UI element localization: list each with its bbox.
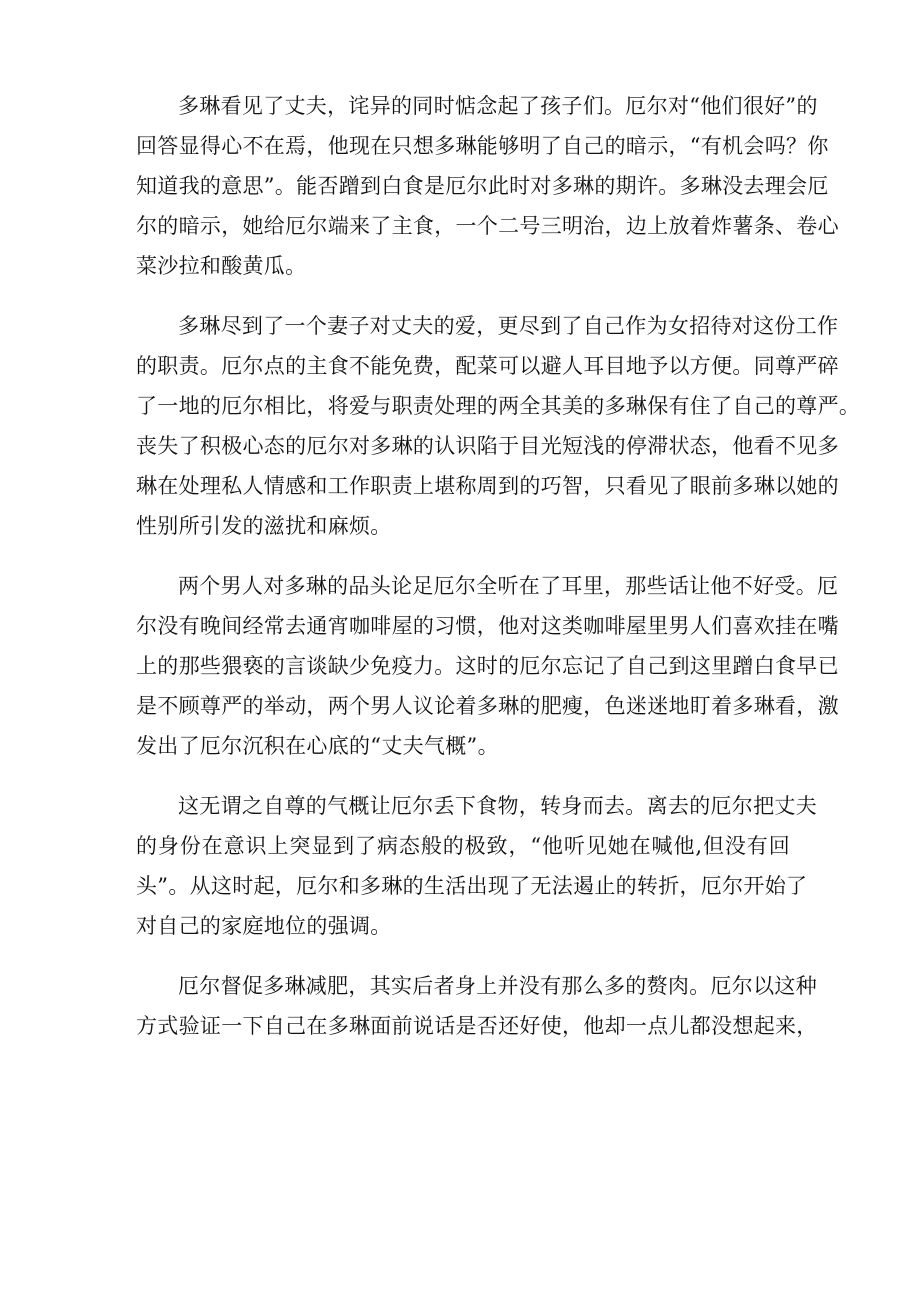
- paragraph-line: 厄尔督促多琳减肥，其实后者身上并没有那么多的赘肉。厄尔以这种: [178, 974, 817, 998]
- paragraph-1: [136, 86, 839, 286]
- paragraph-line: 两个男人对多琳的品头论足厄尔全听在了耳里，那些话让他不好受。厄: [178, 574, 839, 598]
- paragraph-line: 尔的暗示，她给厄尔端来了主食，一个二号三明治，边上放着炸薯条、卷心: [136, 214, 839, 238]
- paragraph-line: 知道我的意思”。能否蹭到白食是厄尔此时对多琳的期许。多琳没去理会厄: [136, 174, 829, 198]
- paragraph-line: 了一地的厄尔相比，将爱与职责处理的两全其美的多琳保有住了自己的尊严。: [136, 394, 861, 418]
- paragraph-line: 的身份在意识上突显到了病态般的极致，“他听见她在喊他,但没有回: [136, 834, 790, 858]
- paragraph-line: 性别所引发的滋扰和麻烦。: [136, 514, 392, 538]
- paragraph-5: [136, 966, 818, 1046]
- paragraph-line: 多琳看见了丈夫，诧异的同时惦念起了孩子们。厄尔对“他们很好”的: [178, 94, 818, 118]
- paragraph-line: 这无谓之自尊的气概让厄尔丢下食物，转身而去。离去的厄尔把丈夫: [178, 794, 817, 818]
- paragraph-line: 是不顾尊严的举动，两个男人议论着多琳的肥瘦，色迷迷地盯着多琳看，激: [136, 694, 839, 718]
- paragraph-line: 方式验证一下自己在多琳面前说话是否还好使，他却一点儿都没想起来，: [136, 1014, 818, 1038]
- paragraph-line: 琳在处理私人情感和工作职责上堪称周到的巧智，只看见了眼前多琳以她的: [136, 474, 839, 498]
- paragraph-line: 菜沙拉和酸黄瓜。: [136, 254, 307, 278]
- paragraph-line: 尔没有晚间经常去通宵咖啡屋的习惯，他对这类咖啡屋里男人们喜欢挂在嘴: [136, 614, 839, 638]
- paragraph-4: [136, 786, 817, 946]
- paragraph-3: [136, 566, 839, 766]
- paragraph-line: 多琳尽到了一个妻子对丈夫的爱，更尽到了自己作为女招待对这份工作: [178, 314, 839, 338]
- paragraph-line: 的职责。厄尔点的主食不能免费，配菜可以避人耳目地予以方便。同尊严碎: [136, 354, 839, 378]
- paragraph-line: 对自己的家庭地位的强调。: [136, 914, 392, 938]
- paragraph-line: 回答显得心不在焉，他现在只想多琳能够明了自己的暗示，“有机会吗？你: [136, 134, 829, 158]
- document-body: [136, 86, 861, 1066]
- paragraph-line: 头”。从这时起，厄尔和多琳的生活出现了无法遏止的转折，厄尔开始了: [136, 874, 808, 898]
- paragraph-2: [136, 306, 861, 546]
- paragraph-line: 丧失了积极心态的厄尔对多琳的认识陷于目光短浅的停滞状态，他看不见多: [136, 434, 839, 458]
- paragraph-line: 上的那些猥亵的言谈缺少免疫力。这时的厄尔忘记了自己到这里蹭白食早已: [136, 654, 839, 678]
- paragraph-line: 发出了厄尔沉积在心底的“丈夫气概”。: [136, 734, 499, 758]
